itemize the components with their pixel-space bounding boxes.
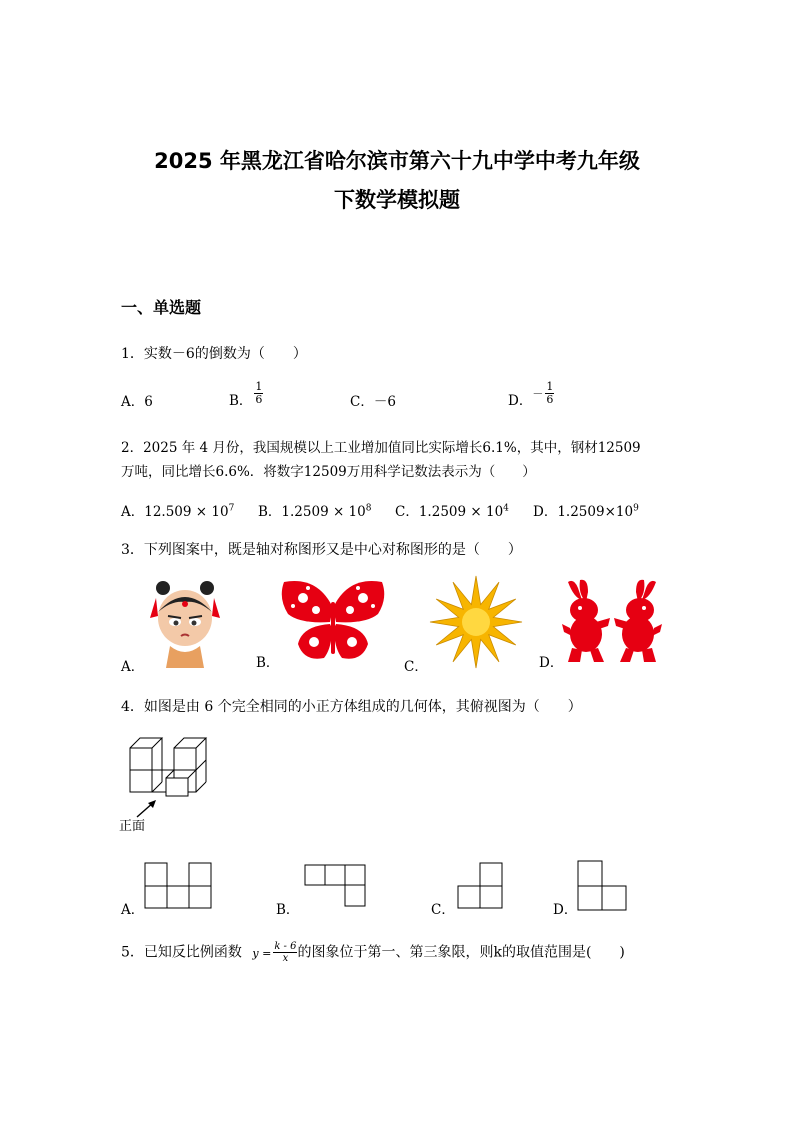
page-subtitle: 下数学模拟题 xyxy=(334,188,460,212)
option-text: －6 xyxy=(373,394,396,410)
option-text: 1.2509×10 xyxy=(557,504,634,520)
section-heading: 一、单选题 xyxy=(121,298,202,317)
option-label: B． xyxy=(258,504,282,520)
question-3-stem: 3．下列图案中，既是轴对称图形又是中心对称图形的是（ ） xyxy=(121,542,522,558)
q3-option-d-label[interactable]: D． xyxy=(539,655,564,671)
q1-option-a[interactable] xyxy=(121,390,153,410)
q4-option-d-label[interactable]: D． xyxy=(553,902,578,918)
q2-option-d[interactable] xyxy=(533,500,639,520)
question-2-stem-line1: 2．2025 年 4 月份，我国规模以上工业增加值同比实际增长6.1%，其中，钢材12509 xyxy=(121,440,641,456)
q4-option-b-figure xyxy=(304,864,368,908)
q4-option-c-label[interactable]: C． xyxy=(431,902,455,918)
q1-option-b[interactable] xyxy=(229,381,263,409)
q4-option-a-label[interactable]: A． xyxy=(121,902,145,918)
option-label: A． xyxy=(121,504,145,520)
q3-option-a-label[interactable]: A． xyxy=(121,659,145,675)
cube-solid-figure xyxy=(120,734,215,804)
option-text: 1.2509 × 10 xyxy=(281,504,366,520)
fraction-denominator: 6 xyxy=(255,393,263,406)
front-label: 正面 xyxy=(119,819,146,834)
q3-option-c-label[interactable]: C． xyxy=(404,659,428,675)
question-2-stem-line2: 万吨，同比增长6.6%．将数字12509万用科学记数法表示为（ ） xyxy=(121,464,536,480)
q3-option-b-label[interactable]: B． xyxy=(256,655,280,671)
option-label: B． xyxy=(229,393,253,409)
fraction xyxy=(545,381,554,406)
option-label: D． xyxy=(508,393,533,409)
butterfly-papercut-image xyxy=(278,578,388,664)
sun-center xyxy=(462,608,490,636)
q2-option-c[interactable] xyxy=(395,500,509,520)
page-title: 2025 年黑龙江省哈尔滨市第六十九中学中考九年级 xyxy=(154,149,640,173)
q2-option-b[interactable] xyxy=(258,500,371,520)
q1-option-d[interactable] xyxy=(508,381,554,409)
exponent: 4 xyxy=(503,503,509,514)
q4-option-c-figure xyxy=(456,862,506,910)
q5-stem-pre: 5．已知反比例函数 xyxy=(121,944,242,961)
exponent: 7 xyxy=(228,503,235,514)
fraction-numerator: 1 xyxy=(546,380,554,393)
option-text: 1.2509 × 10 xyxy=(418,504,504,520)
cartoon-character-image xyxy=(148,578,222,668)
function-lhs: y = xyxy=(252,946,272,960)
minus-sign: － xyxy=(532,387,544,400)
q4-option-a-figure xyxy=(144,862,214,910)
option-label: A． xyxy=(121,394,145,410)
q1-option-c[interactable] xyxy=(350,390,396,410)
fraction-numerator: k - 6 xyxy=(274,941,297,952)
fraction-numerator: 1 xyxy=(255,380,263,393)
function-fraction xyxy=(273,941,297,964)
question-5-stem xyxy=(121,941,625,964)
option-text: 6 xyxy=(144,394,153,410)
rabbit-papercut-image xyxy=(560,578,664,664)
q4-option-d-figure xyxy=(577,860,631,912)
question-4-stem: 4．如图是由 6 个完全相同的小正方体组成的几何体，其俯视图为（ ） xyxy=(121,699,582,715)
exponent: 8 xyxy=(365,503,372,514)
q4-option-b-label[interactable]: B． xyxy=(276,902,300,918)
fraction xyxy=(254,381,263,406)
option-label: C． xyxy=(350,394,374,410)
option-label: C． xyxy=(395,504,419,520)
option-label: D． xyxy=(533,504,558,520)
q5-stem-post: 的图象位于第一、第三象限，则k的取值范围是( ) xyxy=(297,944,625,961)
fraction-denominator: 6 xyxy=(546,393,554,406)
question-1-stem: 1．实数－6的倒数为（ ） xyxy=(121,346,307,362)
fraction-denominator: x xyxy=(282,953,289,964)
exponent: 9 xyxy=(633,503,639,514)
q2-option-a[interactable] xyxy=(121,500,234,520)
sun-star-image xyxy=(428,574,524,670)
option-text: 12.509 × 10 xyxy=(144,504,229,520)
